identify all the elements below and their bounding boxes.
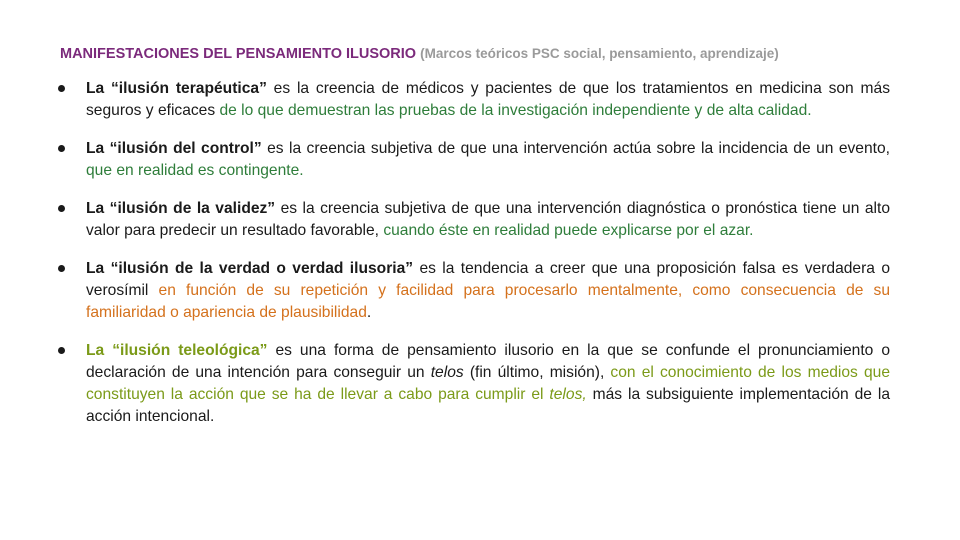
item-highlight: en función de su repetición y facilidad para procesarlo mentalmente, como consecuencia de su familiaridad o apariencia de plausibilidad [86,282,891,321]
item-highlight: con el conocimiento de los medios que constituyen la acción que se ha de llevar a cabo para cumplir el [86,364,891,403]
item-highlight: de lo que demuestran las pruebas de la investigación independiente y de alta calidad. [219,102,812,119]
item-text: es la tendencia a creer que una proposición falsa es verdadera o verosímil [86,260,891,299]
item-text: es la creencia de médicos y pacientes de que los tratamientos en medicina son más seguros y eficaces [86,80,891,119]
bullet-icon [58,265,65,272]
item-text: es la creencia subjetiva de que una intervención actúa sobre la incidencia de un evento, [261,140,890,157]
list-item [58,340,890,428]
item-text: es la creencia subjetiva de que una intervención diagnóstica o pronóstica tiene un alto valor para predecir un resultado favorable, [86,200,890,239]
item-telos-2: telos, [549,386,587,403]
bullet-list [58,78,890,444]
item-highlight: cuando éste en realidad puede explicarse por el azar. [383,222,754,239]
title-subtitle: (Marcos teóricos PSC social, pensamiento, aprendizaje) [420,46,779,61]
list-item [58,198,890,242]
item-highlight: que en realidad es contingente. [86,162,304,179]
item-text-3: más la subsiguiente implementación de la acción intencional. [86,386,890,425]
item-end: . [366,304,372,321]
list-item [58,138,890,182]
bullet-icon [58,205,65,212]
page-title [60,46,920,62]
item-telos: telos [430,364,464,381]
list-item [58,78,890,122]
item-term: La “ilusión del control” [86,140,262,157]
title-main: MANIFESTACIONES DEL PENSAMIENTO ILUSORIO [60,46,417,62]
bullet-icon [58,145,65,152]
item-term: La “ilusión teleológica” [86,342,268,359]
bullet-icon [58,85,65,92]
item-text: es una forma de pensamiento ilusorio en la que se confunde el pronunciamiento o declaración de una intención para conseguir un [86,342,890,381]
item-term: La “ilusión de la verdad o verdad ilusoria” [86,260,414,277]
bullet-icon [58,347,65,354]
item-text-2: (fin último, misión), [463,364,611,381]
item-term: La “ilusión de la validez” [86,200,276,217]
list-item [58,258,890,324]
item-term: La “ilusión terapéutica” [86,80,267,97]
